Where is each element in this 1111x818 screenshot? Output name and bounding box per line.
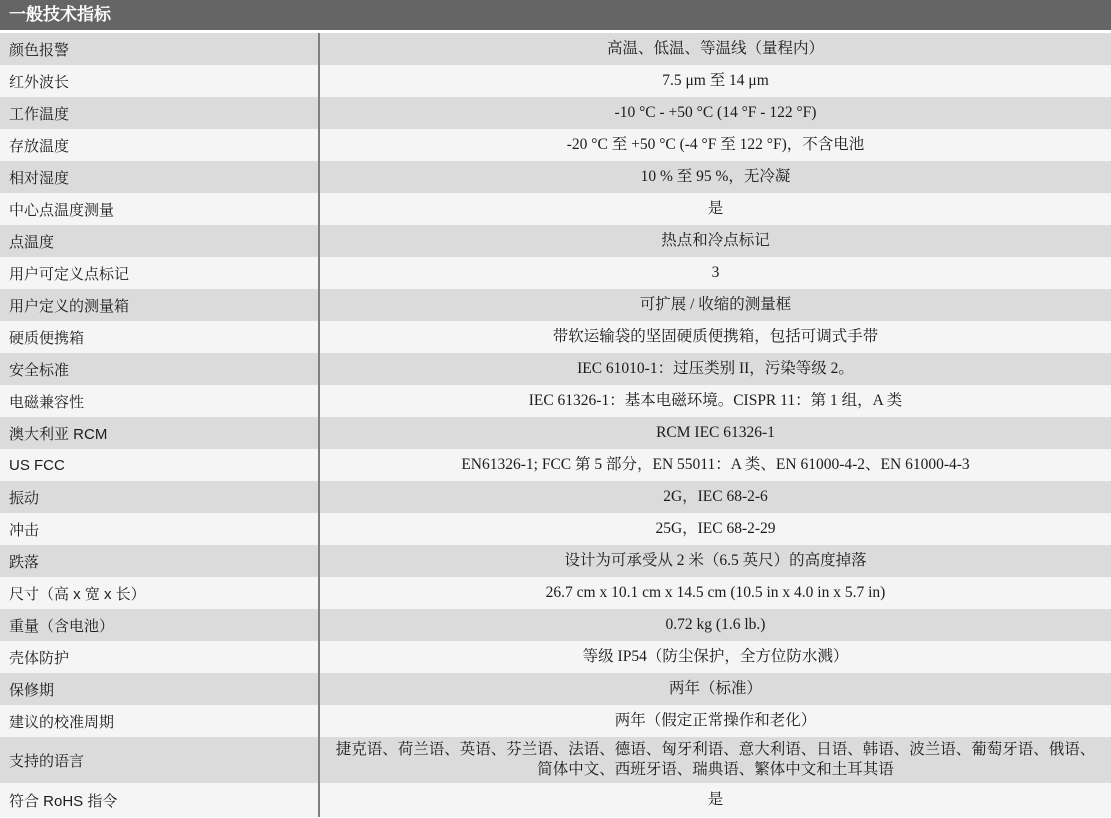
spec-value: IEC 61326-1：基本电磁环境。CISPR 11：第 1 组，A 类 <box>528 392 903 409</box>
spec-label: 建议的校准周期 <box>0 705 320 737</box>
table-row <box>0 225 1111 257</box>
spec-label: 中心点温度测量 <box>0 193 320 225</box>
spec-value: -10 °C - +50 °C (14 °F - 122 °F) <box>614 104 817 121</box>
spec-label: 工作温度 <box>0 97 320 129</box>
spec-label: 硬质便携箱 <box>0 321 320 353</box>
table-row <box>0 783 1111 817</box>
table-row <box>0 385 1111 417</box>
spec-label: 符合 RoHS 指令 <box>0 783 320 817</box>
spec-label: 尺寸（高 x 宽 x 长） <box>0 577 320 609</box>
spec-value: 可扩展 / 收缩的测量框 <box>639 296 792 313</box>
spec-label: 点温度 <box>0 225 320 257</box>
spec-label: 用户可定义点标记 <box>0 257 320 289</box>
table-row <box>0 641 1111 673</box>
table-row <box>0 417 1111 449</box>
table-row <box>0 513 1111 545</box>
table-row <box>0 97 1111 129</box>
spec-label: 振动 <box>0 481 320 513</box>
spec-label: US FCC <box>0 449 320 481</box>
table-row <box>0 481 1111 513</box>
spec-label: 跌落 <box>0 545 320 577</box>
spec-value: 3 <box>711 264 720 281</box>
spec-label: 用户定义的测量箱 <box>0 289 320 321</box>
spec-rows <box>0 33 1111 817</box>
spec-value: RCM IEC 61326-1 <box>656 424 775 441</box>
spec-label: 冲击 <box>0 513 320 545</box>
spec-value: 是 <box>707 200 724 217</box>
spec-label: 红外波长 <box>0 65 320 97</box>
spec-label: 电磁兼容性 <box>0 385 320 417</box>
spec-label: 澳大利亚 RCM <box>0 417 320 449</box>
table-row <box>0 193 1111 225</box>
spec-label: 存放温度 <box>0 129 320 161</box>
spec-value: EN61326-1; FCC 第 5 部分，EN 55011：A 类、EN 61000-4-2、EN 61000-4-3 <box>461 456 970 473</box>
table-row <box>0 321 1111 353</box>
spec-value: 2G，IEC 68-2-6 <box>663 488 768 505</box>
section-title: 一般技术指标 <box>9 5 111 24</box>
spec-value: 25G，IEC 68-2-29 <box>655 520 776 537</box>
spec-value: 捷克语、荷兰语、英语、芬兰语、法语、德语、匈牙利语、意大利语、日语、韩语、波兰语、葡萄牙语、俄语、简体中文、西班牙语、瑞典语、繁体中文和土耳其语 <box>335 741 1096 778</box>
table-row <box>0 353 1111 385</box>
spec-value: 7.5 μm 至 14 μm <box>662 72 769 89</box>
spec-label: 保修期 <box>0 673 320 705</box>
spec-value: 高温、低温、等温线（量程内） <box>606 40 824 57</box>
spec-value: 10 % 至 95 %，无冷凝 <box>640 168 791 185</box>
spec-label: 重量（含电池） <box>0 609 320 641</box>
spec-value: 带软运输袋的坚固硬质便携箱，包括可调式手带 <box>552 328 879 345</box>
spec-label: 颜色报警 <box>0 33 320 65</box>
spec-label: 支持的语言 <box>0 737 320 783</box>
table-row <box>0 577 1111 609</box>
spec-value: 两年（假定正常操作和老化） <box>614 712 817 729</box>
spec-value: 0.72 kg (1.6 lb.) <box>665 616 766 633</box>
table-row <box>0 449 1111 481</box>
table-row <box>0 609 1111 641</box>
spec-value: 26.7 cm x 10.1 cm x 14.5 cm (10.5 in x 4.0 in x 5.7 in) <box>545 584 886 601</box>
table-row <box>0 289 1111 321</box>
spec-value: 是 <box>707 791 724 808</box>
spec-value: 等级 IP54（防尘保护，全方位防水溅） <box>582 648 849 665</box>
spec-value: -20 °C 至 +50 °C (-4 °F 至 122 °F)，不含电池 <box>566 136 865 153</box>
table-row-languages <box>0 737 1111 783</box>
spec-value: 热点和冷点标记 <box>661 232 770 249</box>
spec-value: 两年（标准） <box>668 680 762 697</box>
spec-label: 壳体防护 <box>0 641 320 673</box>
table-row <box>0 257 1111 289</box>
table-row <box>0 545 1111 577</box>
section-header <box>0 0 1111 30</box>
spec-label: 安全标准 <box>0 353 320 385</box>
spec-label: 相对湿度 <box>0 161 320 193</box>
table-row <box>0 673 1111 705</box>
spec-value: IEC 61010-1：过压类别 II，污染等级 2。 <box>577 360 854 377</box>
table-row <box>0 33 1111 65</box>
table-row <box>0 705 1111 737</box>
table-row <box>0 161 1111 193</box>
table-row <box>0 65 1111 97</box>
table-row <box>0 129 1111 161</box>
spec-value: 设计为可承受从 2 米（6.5 英尺）的高度掉落 <box>564 552 867 569</box>
